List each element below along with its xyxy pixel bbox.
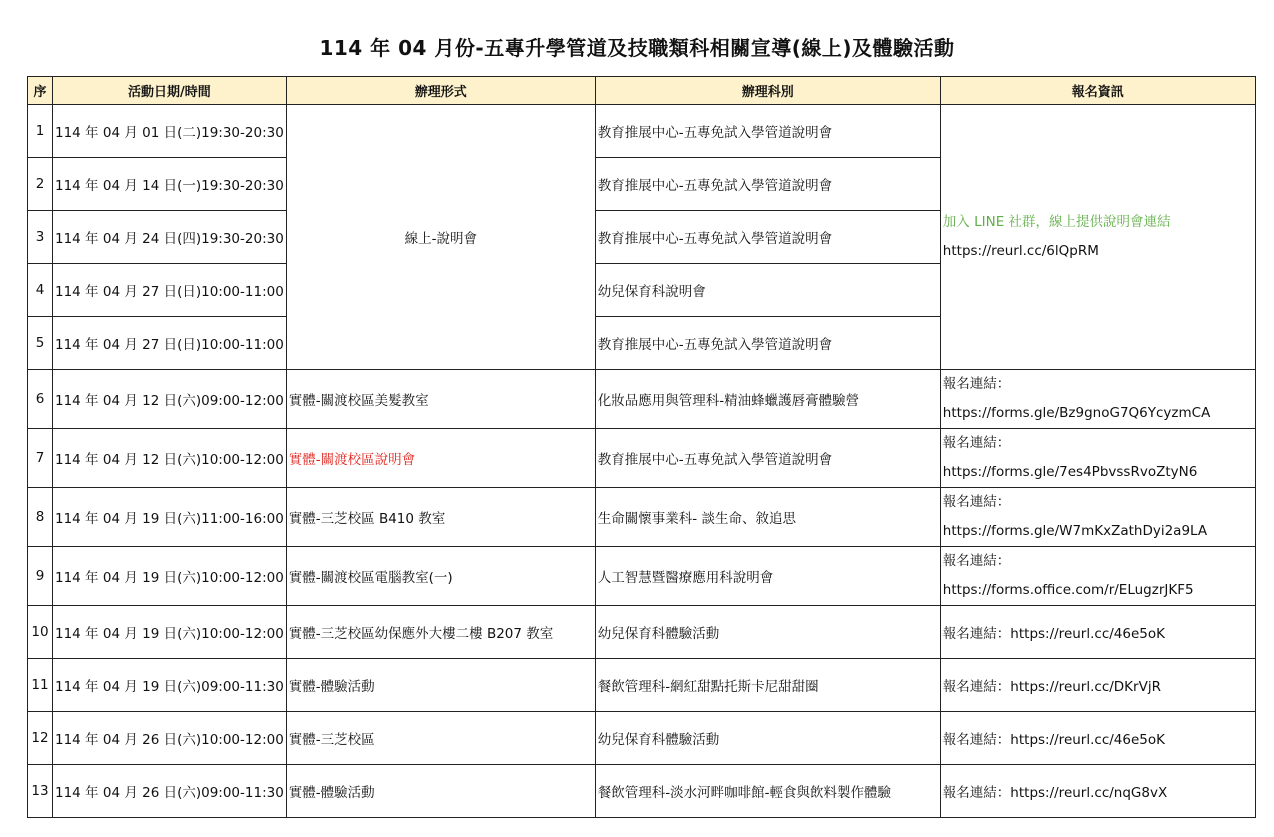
table-header-row <box>28 77 1256 105</box>
row-format: 實體-關渡校區美髮教室 <box>286 370 595 429</box>
header-format: 辦理形式 <box>286 77 595 105</box>
row-department: 教育推展中心-五專免試入學管道說明會 <box>595 211 940 264</box>
row-format: 實體-關渡校區說明會 <box>286 429 595 488</box>
row-date: 114 年 04 月 19 日(六)10:00-12:00 <box>53 547 287 606</box>
row-department: 幼兒保育科體驗活動 <box>595 712 940 765</box>
row-date: 114 年 04 月 19 日(六)11:00-16:00 <box>53 488 287 547</box>
row-department: 教育推展中心-五專免試入學管道說明會 <box>595 105 940 158</box>
row-date: 114 年 04 月 12 日(六)10:00-12:00 <box>53 429 287 488</box>
row-date: 114 年 04 月 19 日(六)10:00-12:00 <box>53 606 287 659</box>
header-no: 序 <box>28 77 53 105</box>
registration-label: 報名連結： <box>942 435 1011 451</box>
row-date: 114 年 04 月 27 日(日)10:00-11:00 <box>53 264 287 317</box>
table-row <box>28 765 1256 818</box>
page-title: 114 年 04 月份-五專升學管道及技職類科相關宣導(線上)及體驗活動 <box>319 36 955 60</box>
table-row <box>28 429 1256 488</box>
line-community-link[interactable]: https://reurl.cc/6lQpRM <box>942 243 1099 259</box>
row-format: 實體-體驗活動 <box>286 659 595 712</box>
row-format: 實體-體驗活動 <box>286 765 595 818</box>
row-number: 8 <box>28 488 53 547</box>
table-row <box>28 659 1256 712</box>
row-format: 實體-三芝校區幼保應外大樓二樓 B207 教室 <box>286 606 595 659</box>
registration-label: 報名連結： <box>942 494 1011 510</box>
table-row <box>28 370 1256 429</box>
row-number: 9 <box>28 547 53 606</box>
row-number: 12 <box>28 712 53 765</box>
row-number: 1 <box>28 105 53 158</box>
header-date: 活動日期/時間 <box>53 77 287 105</box>
registration-label: 報名連結： <box>942 553 1011 569</box>
header-registration: 報名資訊 <box>940 77 1255 105</box>
row-department: 生命關懷事業科- 談生命、敘追思 <box>595 488 940 547</box>
row-number: 5 <box>28 317 53 370</box>
registration-link[interactable]: https://forms.gle/Bz9gnoG7Q6YcyzmCA <box>942 405 1211 421</box>
row-department: 餐飲管理科-淡水河畔咖啡館-輕食與飲料製作體驗 <box>595 765 940 818</box>
table-row <box>28 606 1256 659</box>
row-format-merged: 線上-說明會 <box>286 105 595 370</box>
row-number: 2 <box>28 158 53 211</box>
row-date: 114 年 04 月 26 日(六)10:00-12:00 <box>53 712 287 765</box>
row-registration-merged <box>940 105 1255 370</box>
row-format: 實體-三芝校區 <box>286 712 595 765</box>
row-department: 教育推展中心-五專免試入學管道說明會 <box>595 317 940 370</box>
table-row <box>28 547 1256 606</box>
row-date: 114 年 04 月 26 日(六)09:00-11:30 <box>53 765 287 818</box>
activity-table <box>27 76 1256 818</box>
row-number: 4 <box>28 264 53 317</box>
registration-label: 報名連結： <box>942 376 1011 392</box>
row-number: 10 <box>28 606 53 659</box>
row-date: 114 年 04 月 19 日(六)09:00-11:30 <box>53 659 287 712</box>
row-registration <box>940 429 1255 488</box>
row-department: 餐飲管理科-網紅甜點托斯卡尼甜甜圈 <box>595 659 940 712</box>
row-number: 7 <box>28 429 53 488</box>
row-date: 114 年 04 月 27 日(日)10:00-11:00 <box>53 317 287 370</box>
row-date: 114 年 04 月 01 日(二)19:30-20:30 <box>53 105 287 158</box>
row-registration <box>940 370 1255 429</box>
row-format: 實體-關渡校區電腦教室(一) <box>286 547 595 606</box>
row-format: 實體-三芝校區 B410 教室 <box>286 488 595 547</box>
line-community-text: 加入 LINE 社群，線上提供說明會連結 <box>942 214 1171 230</box>
table-row <box>28 105 1256 158</box>
registration-link[interactable]: https://forms.office.com/r/ELugzrJKF5 <box>942 582 1194 598</box>
registration-link[interactable]: https://forms.gle/W7mKxZathDyi2a9LA <box>942 523 1208 539</box>
row-department: 幼兒保育科體驗活動 <box>595 606 940 659</box>
row-registration <box>940 488 1255 547</box>
registration-link[interactable]: 報名連結：https://reurl.cc/46e5oK <box>940 712 1255 765</box>
table-row <box>28 712 1256 765</box>
registration-link[interactable]: https://forms.gle/7es4PbvssRvoZtyN6 <box>942 464 1198 480</box>
row-department: 幼兒保育科說明會 <box>595 264 940 317</box>
row-department: 教育推展中心-五專免試入學管道說明會 <box>595 429 940 488</box>
row-number: 11 <box>28 659 53 712</box>
header-department: 辦理科別 <box>595 77 940 105</box>
row-department: 人工智慧暨醫療應用科說明會 <box>595 547 940 606</box>
row-department: 化妝品應用與管理科-精油蜂蠟護唇膏體驗營 <box>595 370 940 429</box>
registration-link[interactable]: 報名連結：https://reurl.cc/46e5oK <box>940 606 1255 659</box>
registration-link[interactable]: 報名連結：https://reurl.cc/nqG8vX <box>940 765 1255 818</box>
row-department: 教育推展中心-五專免試入學管道說明會 <box>595 158 940 211</box>
row-date: 114 年 04 月 12 日(六)09:00-12:00 <box>53 370 287 429</box>
row-number: 6 <box>28 370 53 429</box>
registration-link[interactable]: 報名連結：https://reurl.cc/DKrVjR <box>940 659 1255 712</box>
table-row <box>28 488 1256 547</box>
row-number: 13 <box>28 765 53 818</box>
row-number: 3 <box>28 211 53 264</box>
row-date: 114 年 04 月 24 日(四)19:30-20:30 <box>53 211 287 264</box>
row-date: 114 年 04 月 14 日(一)19:30-20:30 <box>53 158 287 211</box>
row-registration <box>940 547 1255 606</box>
